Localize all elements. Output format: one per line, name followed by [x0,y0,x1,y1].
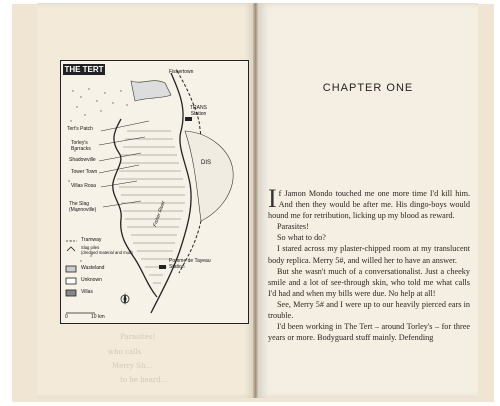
chapter-heading: CHAPTER ONE [322,82,414,94]
bleed-text-3: Merry Sh... [112,362,153,370]
legend-unknown: Unknown [81,277,102,283]
label-trans-station: TRANS Station [190,105,207,117]
paragraph-1 [268,184,470,221]
scale-start: 0 [65,314,68,320]
bleed-text-1: Parasites! [120,333,156,341]
paragraph-6: See, Merry 5# and I were up to our heavily pierced ears in trouble. [268,299,470,321]
dis-area [185,131,233,221]
drop-cap: I [268,184,277,213]
paragraph-1-text: f Jamon Mondo touched me one more time I'd kill him. And then they would be after me. His dingo-boys would hound me for retribution, licking up my blood as reward. [268,189,470,221]
paragraph-7: I'd been working in The Tert – around Torley's – for three years or more. Bodyguard stuff mainly. Defending [268,322,470,343]
label-fishertown: Fishertown [169,69,194,75]
map-title: THE TERT [64,65,104,74]
map-illustration [61,61,248,323]
label-tower-town: Tower Town [71,169,98,175]
paragraph-4: I stared across my plaster-chipped room at my translucent body replica. Merry 5#, and willed her to have an answer. [268,244,470,265]
leader-lines [99,121,149,207]
legend-slag-piles: Slag piles (dredged material and mud) [81,245,133,255]
eastern-coast [151,73,191,313]
scale-end: 10 km [91,314,105,320]
label-torleys-barracks: Torley's Barracks [71,140,91,152]
legend-tramway: Tramway [81,237,102,243]
legend-wasteland: Wasteland [81,265,105,271]
label-terts-patch: Tert's Patch [67,126,93,132]
map-frame [60,60,249,324]
label-river: Fisher River [152,200,167,228]
chapter-body [268,184,470,343]
paragraph-3: So what to do? [277,233,326,243]
fishertown-area [131,81,171,101]
label-tower-station: Pomme de Tayeau Station [169,258,211,270]
bleed-text-4: to be heard... [120,376,168,384]
tower-station-marker [159,265,166,269]
label-villas-rosa: Villas Rosa [71,183,96,189]
label-shadowville: Shadowville [69,157,96,163]
trans-station-marker [185,117,192,121]
bleed-text-2: who calls [108,348,142,356]
paragraph-5: But she wasn't much of a conversationalist. Just a cheeky smile and a lot of see-through skin, who told me what calls I'd had and when my bills were due. No help at all! [268,266,470,298]
label-dis: DIS [201,160,212,166]
paragraph-2: Parasites! [277,222,309,232]
label-the-slag: The Slag (Mannoville) [69,201,97,213]
western-boundary [113,119,157,297]
legend-villas: Villas [81,289,93,295]
